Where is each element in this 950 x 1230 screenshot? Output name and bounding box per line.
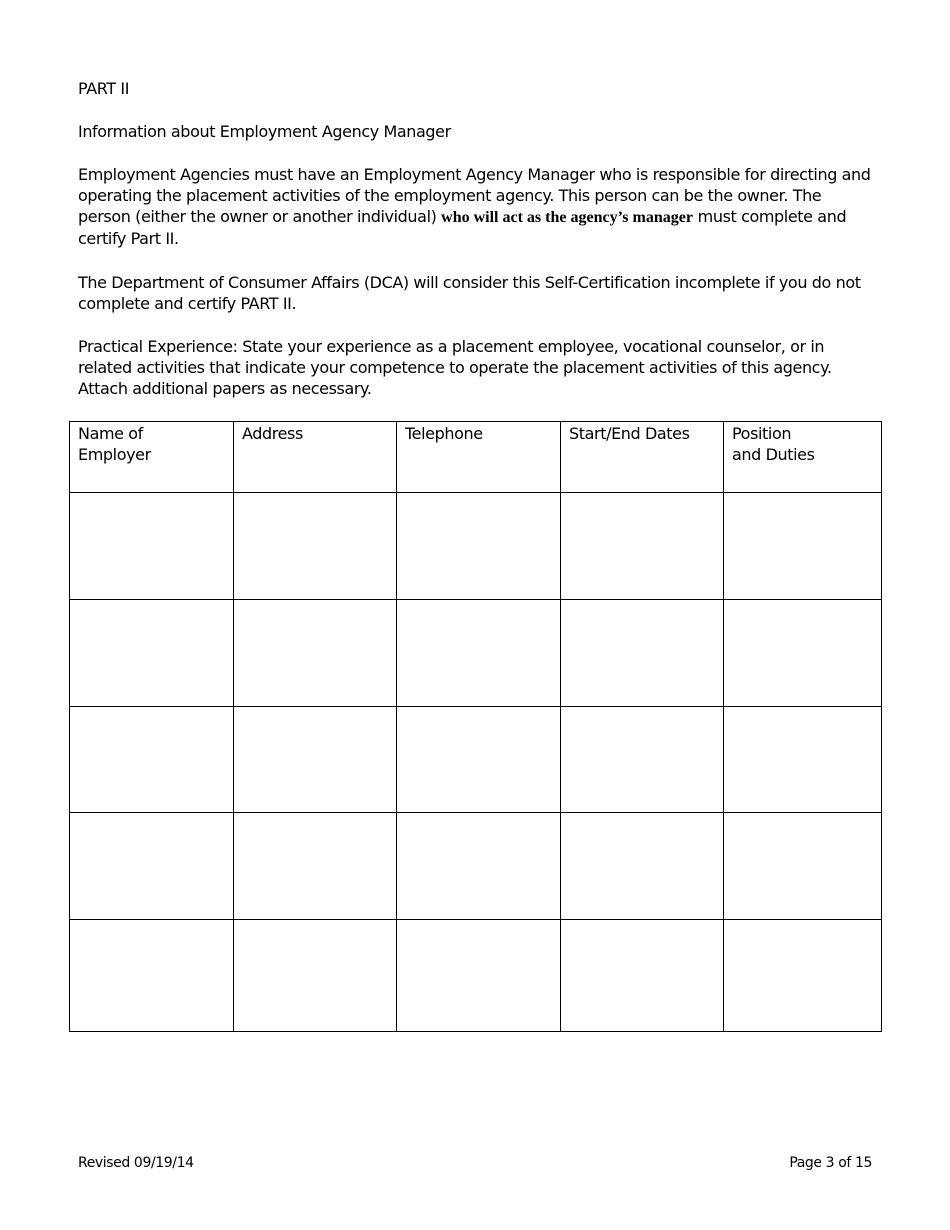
cell-dates[interactable]	[561, 920, 724, 1032]
table-row	[70, 707, 882, 813]
cell-employer[interactable]	[70, 920, 234, 1032]
cell-telephone[interactable]	[397, 707, 561, 813]
experience-table	[69, 421, 882, 1032]
table-row	[70, 493, 882, 600]
cell-position[interactable]	[724, 813, 882, 920]
column-header-employer: Name of Employer	[70, 422, 234, 493]
table-header-row	[70, 422, 882, 493]
cell-dates[interactable]	[561, 707, 724, 813]
paragraph1-text-end: must complete and certify Part II.	[78, 207, 847, 248]
cell-telephone[interactable]	[397, 920, 561, 1032]
cell-telephone[interactable]	[397, 600, 561, 707]
paragraph1-text-start: Employment Agencies must have an Employment Agency Manager who is responsible for directing and operating the placement activities of the employment agency. This person can be the owner. The person (either the owner or another individual)	[78, 165, 871, 226]
cell-position[interactable]	[724, 920, 882, 1032]
cell-address[interactable]	[234, 920, 397, 1032]
section-subheading: Information about Employment Agency Manager	[78, 122, 451, 141]
cell-employer[interactable]	[70, 707, 234, 813]
cell-employer[interactable]	[70, 493, 234, 600]
part-heading: PART II	[78, 79, 130, 98]
cell-telephone[interactable]	[397, 493, 561, 600]
cell-position[interactable]	[724, 600, 882, 707]
table-row	[70, 813, 882, 920]
manager-requirement-paragraph	[78, 164, 878, 249]
cell-address[interactable]	[234, 707, 397, 813]
cell-position[interactable]	[724, 707, 882, 813]
cell-address[interactable]	[234, 813, 397, 920]
cell-position[interactable]	[724, 493, 882, 600]
page-number: Page 3 of 15	[789, 1155, 872, 1171]
practical-experience-paragraph: Practical Experience: State your experience as a placement employee, vocational counselor, or in related activities that indicate your competence to operate the placement activities of this agency. Attach additional papers as necessary.	[78, 337, 832, 398]
column-header-dates: Start/End Dates	[561, 422, 724, 493]
column-header-address: Address	[234, 422, 397, 493]
revision-date: Revised 09/19/14	[78, 1155, 194, 1171]
paragraph1-bold-text: who will act as the agency’s manager	[441, 209, 693, 226]
cell-employer[interactable]	[70, 813, 234, 920]
cell-employer[interactable]	[70, 600, 234, 707]
cell-dates[interactable]	[561, 600, 724, 707]
dca-notice-paragraph: The Department of Consumer Affairs (DCA) will consider this Self-Certification incomplete if you do not complete and certify PART II.	[78, 273, 861, 313]
cell-dates[interactable]	[561, 813, 724, 920]
column-header-telephone: Telephone	[397, 422, 561, 493]
column-header-position: Position and Duties	[724, 422, 882, 493]
cell-address[interactable]	[234, 600, 397, 707]
cell-telephone[interactable]	[397, 813, 561, 920]
cell-dates[interactable]	[561, 493, 724, 600]
table-row	[70, 920, 882, 1032]
table-row	[70, 600, 882, 707]
cell-address[interactable]	[234, 493, 397, 600]
